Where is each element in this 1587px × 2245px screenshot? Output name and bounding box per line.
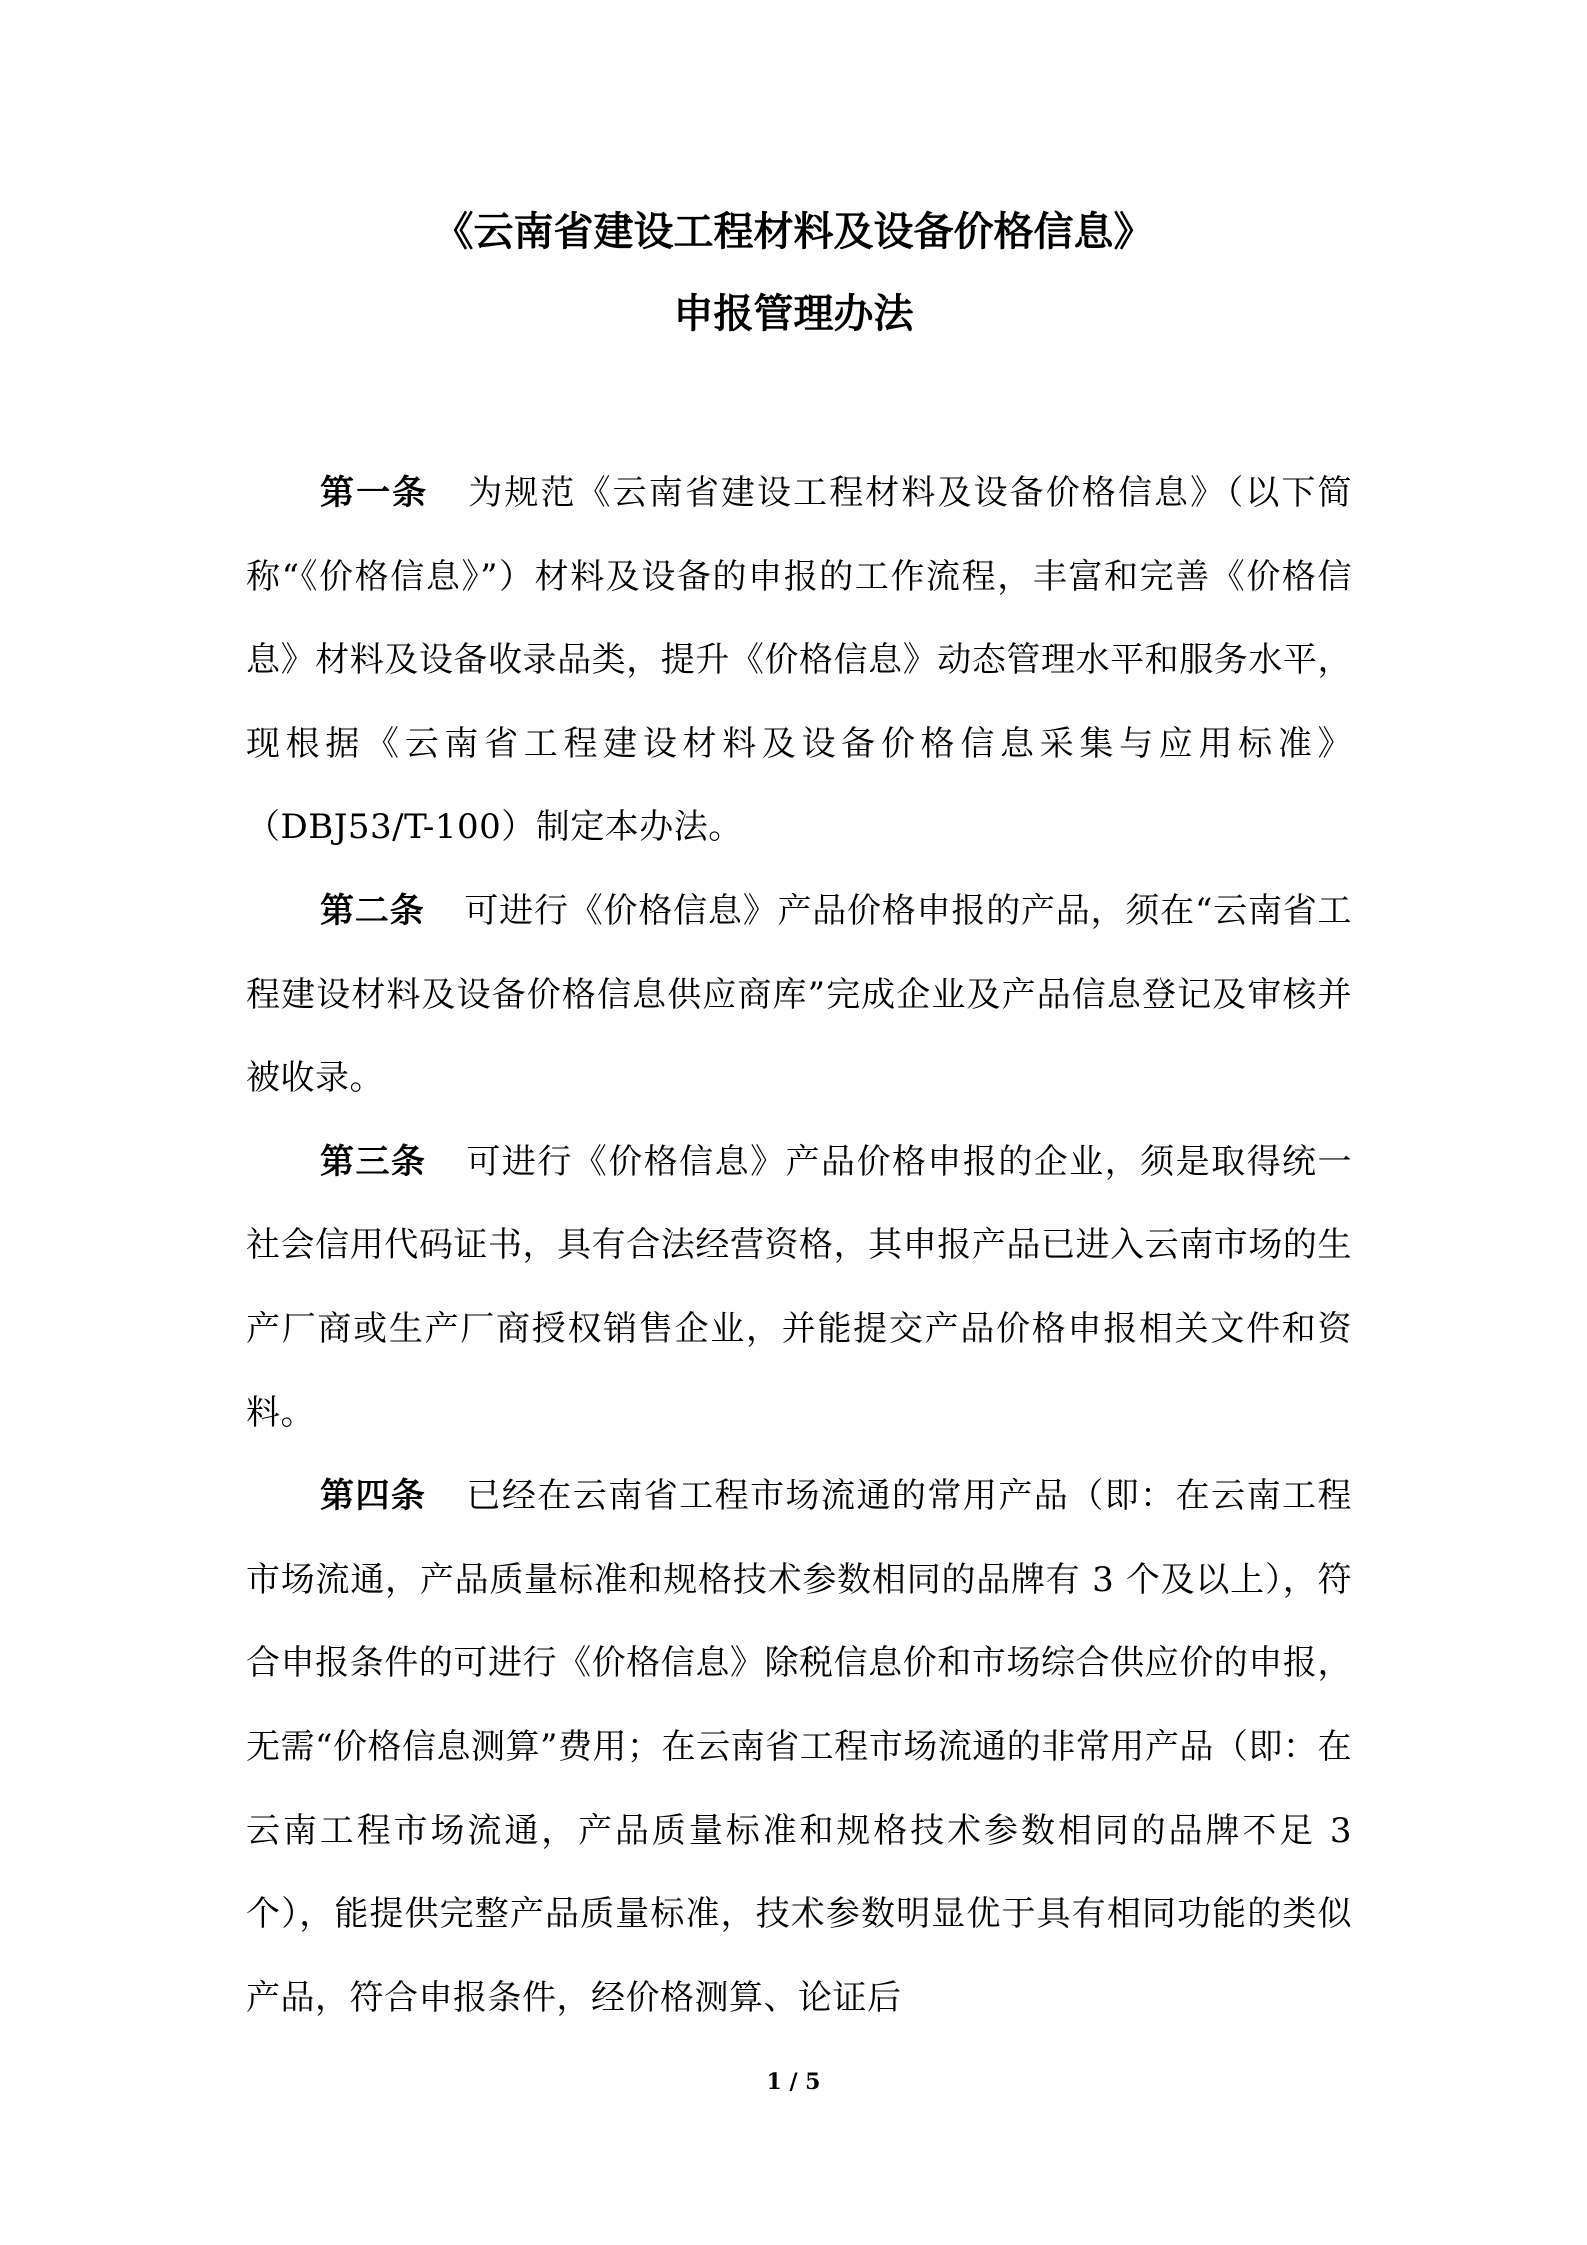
- page-number: 1 / 5: [766, 2069, 821, 2095]
- article-label: 第三条: [320, 1141, 427, 1182]
- article-4: [246, 1455, 1352, 2040]
- article-label: 第四条: [320, 1476, 427, 1517]
- article-label: 第一条: [320, 473, 429, 513]
- article-3: [246, 1121, 1352, 1455]
- document-title: 《云南省建设工程材料及设备价格信息》: [433, 208, 1154, 255]
- article-text: 可进行《价格信息》产品价格申报的产品，须在“云南省工程建设材料及设备价格信息供应商库”完成企业及产品信息登记及审核并被收录。: [246, 890, 1352, 1099]
- article-text: 已经在云南省工程市场流通的常用产品（即：在云南工程市场流通，产品质量标准和规格技术参数相同的品牌有 3 个及以上），符合申报条件的可进行《价格信息》除税信息价和市场综合供应价的申报，无需“价格信息测算”费用；在云南省工程市场流通的非常用产品（即：在云南工程市场流通，产品质量标准和规格技术参数相同的品牌不足 3 个），能提供完整产品质量标准，技术参数明显优于具有相同功能的类似产品，符合申报条件，经价格测算、论证后: [246, 1476, 1352, 2018]
- article-text: 为规范《云南省建设工程材料及设备价格信息》（以下简称“《价格信息》”）材料及设备的申报的工作流程，丰富和完善《价格信息》材料及设备收录品类，提升《价格信息》动态管理水平和服务水平，现根据《云南省工程建设材料及设备价格信息采集与应用标准》（DBJ53/T-100）制定本办法。: [246, 473, 1353, 848]
- article-text: 可进行《价格信息》产品价格申报的企业，须是取得统一社会信用代码证书，具有合法经营资格，其申报产品已进入云南市场的生产厂商或生产厂商授权销售企业，并能提交产品价格申报相关文件和资料。: [246, 1141, 1352, 1433]
- article-2: [246, 870, 1352, 1121]
- document-body: [246, 452, 1352, 2040]
- article-1: [246, 452, 1352, 870]
- document-subtitle: 申报管理办法: [673, 290, 914, 337]
- article-label: 第二条: [320, 890, 425, 931]
